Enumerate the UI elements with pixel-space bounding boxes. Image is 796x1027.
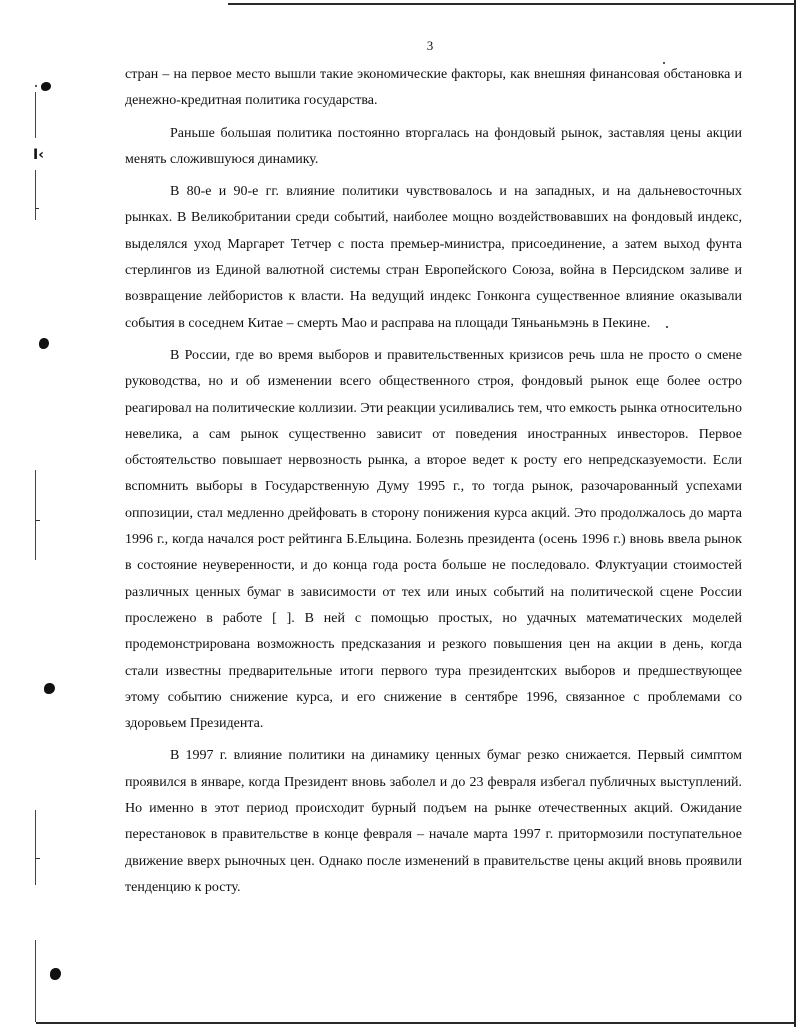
margin-scribble: I‹ [33, 147, 44, 163]
scan-bottom-edge [36, 1022, 796, 1024]
paragraph: В 1997 г. влияние политики на динамику ценных бумаг резко снижается. Первый симптом проявился в январе, когда Президент вновь заболел и до 23 февраля избегал публичных выступлений. Но именно в этот период происходит бурный подъем на рынке отечественных акций. Ожидание перестановок в правительстве в конце февраля – начале марта 1997 г. притормозили поступательное движение вверх рыночных цен. Однако после изменений в правительстве цены акций вновь проявили тенденцию к росту. [125, 748, 742, 895]
margin-tick [35, 520, 40, 521]
paragraph: В 80-е и 90-е гг. влияние политики чувствовалось и на западных, и на дальневосточных рынках. В Великобритании среди событий, наиболее мощно воздействовавших на фондовый индекс, выделялся уход Маргарет Тетчер с поста премьер-министра, присоединение, а затем выход фунта стерлингов из Единой валютной системы стран Европейского Союза, война в Персидском заливе и возвращение лейбористов к власти. На ведущий индекс Гонконга существенное влияние оказывали события в соседнем Китае – смерть Мао и расправа на площади Тяньаньмэнь в Пекине. [125, 184, 742, 331]
binder-hole-mark [39, 338, 49, 349]
binder-hole-mark [41, 82, 51, 91]
page-number: 3 [426, 38, 434, 53]
margin-tick [35, 858, 40, 859]
speck [35, 85, 37, 87]
margin-line [35, 92, 36, 138]
margin-line [35, 810, 36, 885]
document-body [125, 62, 742, 907]
margin-line [35, 470, 36, 560]
margin-line [35, 940, 36, 1022]
margin-line [35, 170, 36, 220]
paragraph: Раньше большая политика постоянно вторгалась на фондовый рынок, заставляя цены акции менять сложившуюся динамику. [125, 125, 742, 167]
margin-tick [35, 208, 39, 209]
binder-hole-mark [44, 683, 55, 694]
binder-hole-mark [50, 968, 61, 980]
paragraph: стран – на первое место вышли такие экономические факторы, как внешняя финансовая обстановка и денежно-кредитная политика государства. [125, 67, 742, 109]
paragraph: В России, где во время выборов и правительственных кризисов речь шла не просто о смене руководства, но и об изменении всего общественного строя, фондовый рынок еще более остро реагировал на политические коллизии. Эти реакции усиливались тем, что емкость рынка относительно невелика, а сам рынок существенно зависит от поведения иностранных инвесторов. Первое обстоятельство повышает нервозность рынка, а второе ведет к росту его непредсказуемости. Если вспомнить выборы в Государственную Думу 1995 г., то тогда рынок, разочарованный успехами оппозиции, стал медленно дрейфовать в сторону понижения курса акций. Это продолжалось до марта 1996 г., когда начался рост рейтинга Б.Ельцина. Болезнь президента (осень 1996 г.) вновь ввела рынок в состояние неуверенности, и до конца года роста больше не последовало. Флуктуации стоимостей различных ценных бумаг в зависимости от тех или иных событий на политической сцене России прослежено в работе [ ]. В ней с помощью простых, но удачных математических моделей продемонстрирована возможность предсказания и резкого повышения цен на акции в день, когда стали известны предварительные итоги первого тура президентских выборов и предшествующее этому событию снижение курса, и его снижение в сентябре 1996, связанное с проблемами со здоровьем Президента. [125, 347, 742, 732]
scan-top-edge [228, 3, 796, 5]
